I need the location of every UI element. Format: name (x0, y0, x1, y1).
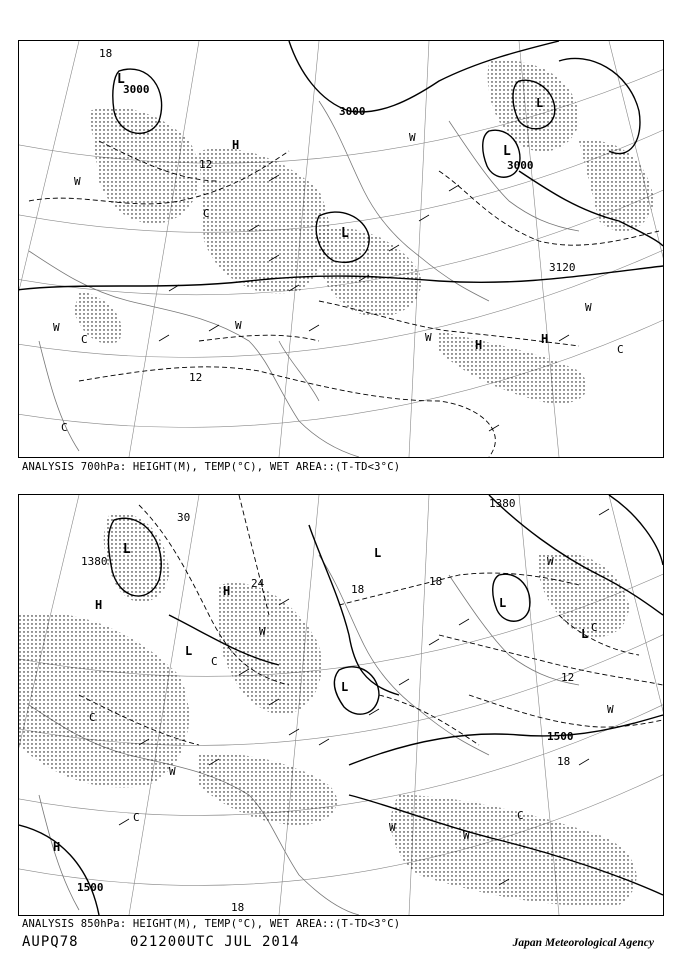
isotherm-label: 18 (231, 901, 245, 914)
map-700hpa (19, 41, 663, 457)
contour-label: 1500 (547, 730, 574, 743)
contour-label: 1380 (489, 497, 516, 510)
cold-marker: C (211, 655, 218, 668)
high-pressure-marker: H (541, 332, 549, 346)
low-pressure-marker: L (499, 596, 507, 610)
high-pressure-marker: H (232, 138, 240, 152)
high-pressure-marker: H (223, 584, 231, 598)
warm-marker: W (607, 703, 614, 716)
warm-marker: W (259, 625, 266, 638)
warm-marker: W (53, 321, 60, 334)
cold-marker: C (617, 343, 624, 356)
low-pressure-marker: L (581, 627, 589, 641)
low-pressure-marker: L (374, 546, 382, 560)
contour-label: 3000 (507, 159, 534, 172)
map-panel-700hpa (18, 40, 664, 458)
agency-credit: Japan Meteorological Agency (512, 937, 654, 949)
warm-marker: W (585, 301, 592, 314)
isotherm-label: 18 (557, 755, 571, 768)
low-pressure-marker: L (123, 542, 131, 557)
map-panel-850hpa (18, 494, 664, 916)
contour-label: 3000 (123, 83, 150, 96)
warm-marker: W (463, 829, 470, 842)
isotherm-label: 12 (189, 371, 203, 384)
panel-caption-700hpa: ANALYSIS 700hPa: HEIGHT(M), TEMP(°C), WET AREA::(T-TD<3°C) (22, 461, 401, 473)
contour-label: 1500 (77, 881, 104, 894)
warm-marker: W (74, 175, 81, 188)
high-pressure-marker: H (53, 840, 61, 854)
map-850hpa (19, 495, 663, 915)
cold-marker: C (591, 621, 598, 634)
low-pressure-marker: L (536, 96, 544, 110)
isotherm-label: 18 (99, 47, 113, 60)
low-pressure-marker: L (185, 644, 193, 658)
valid-time: 021200UTC JUL 2014 (130, 934, 300, 950)
chart-id: AUPQ78 (22, 934, 79, 950)
isotherm-label: 30 (177, 511, 191, 524)
high-pressure-marker: H (475, 338, 483, 352)
warm-marker: W (389, 821, 396, 834)
high-pressure-marker: H (95, 598, 103, 612)
cold-marker: C (517, 809, 524, 822)
isotherm-label: 24 (251, 577, 265, 590)
isotherm-label: 18 (351, 583, 365, 596)
warm-marker: W (547, 555, 554, 568)
contour-label: 3000 (339, 105, 366, 118)
warm-marker: W (169, 765, 176, 778)
isotherm-label: 12 (561, 671, 575, 684)
isotherm-label: 18 (429, 575, 443, 588)
cold-marker: C (81, 333, 88, 346)
low-pressure-marker: L (341, 226, 349, 241)
contour-label: 3120 (549, 261, 576, 274)
warm-marker: W (425, 331, 432, 344)
isotherm-label: 12 (199, 158, 213, 171)
cold-marker: C (89, 711, 96, 724)
warm-marker: W (409, 131, 416, 144)
panel-caption-850hpa: ANALYSIS 850hPa: HEIGHT(M), TEMP(°C), WET AREA::(T-TD<3°C) (22, 918, 401, 930)
low-pressure-marker: L (341, 680, 349, 694)
cold-marker: C (133, 811, 140, 824)
cold-marker: C (203, 207, 210, 220)
contour-label: 1380 (81, 555, 108, 568)
low-pressure-marker: L (503, 144, 511, 159)
cold-marker: C (61, 421, 68, 434)
warm-marker: W (235, 319, 242, 332)
low-pressure-marker: L (117, 72, 125, 87)
